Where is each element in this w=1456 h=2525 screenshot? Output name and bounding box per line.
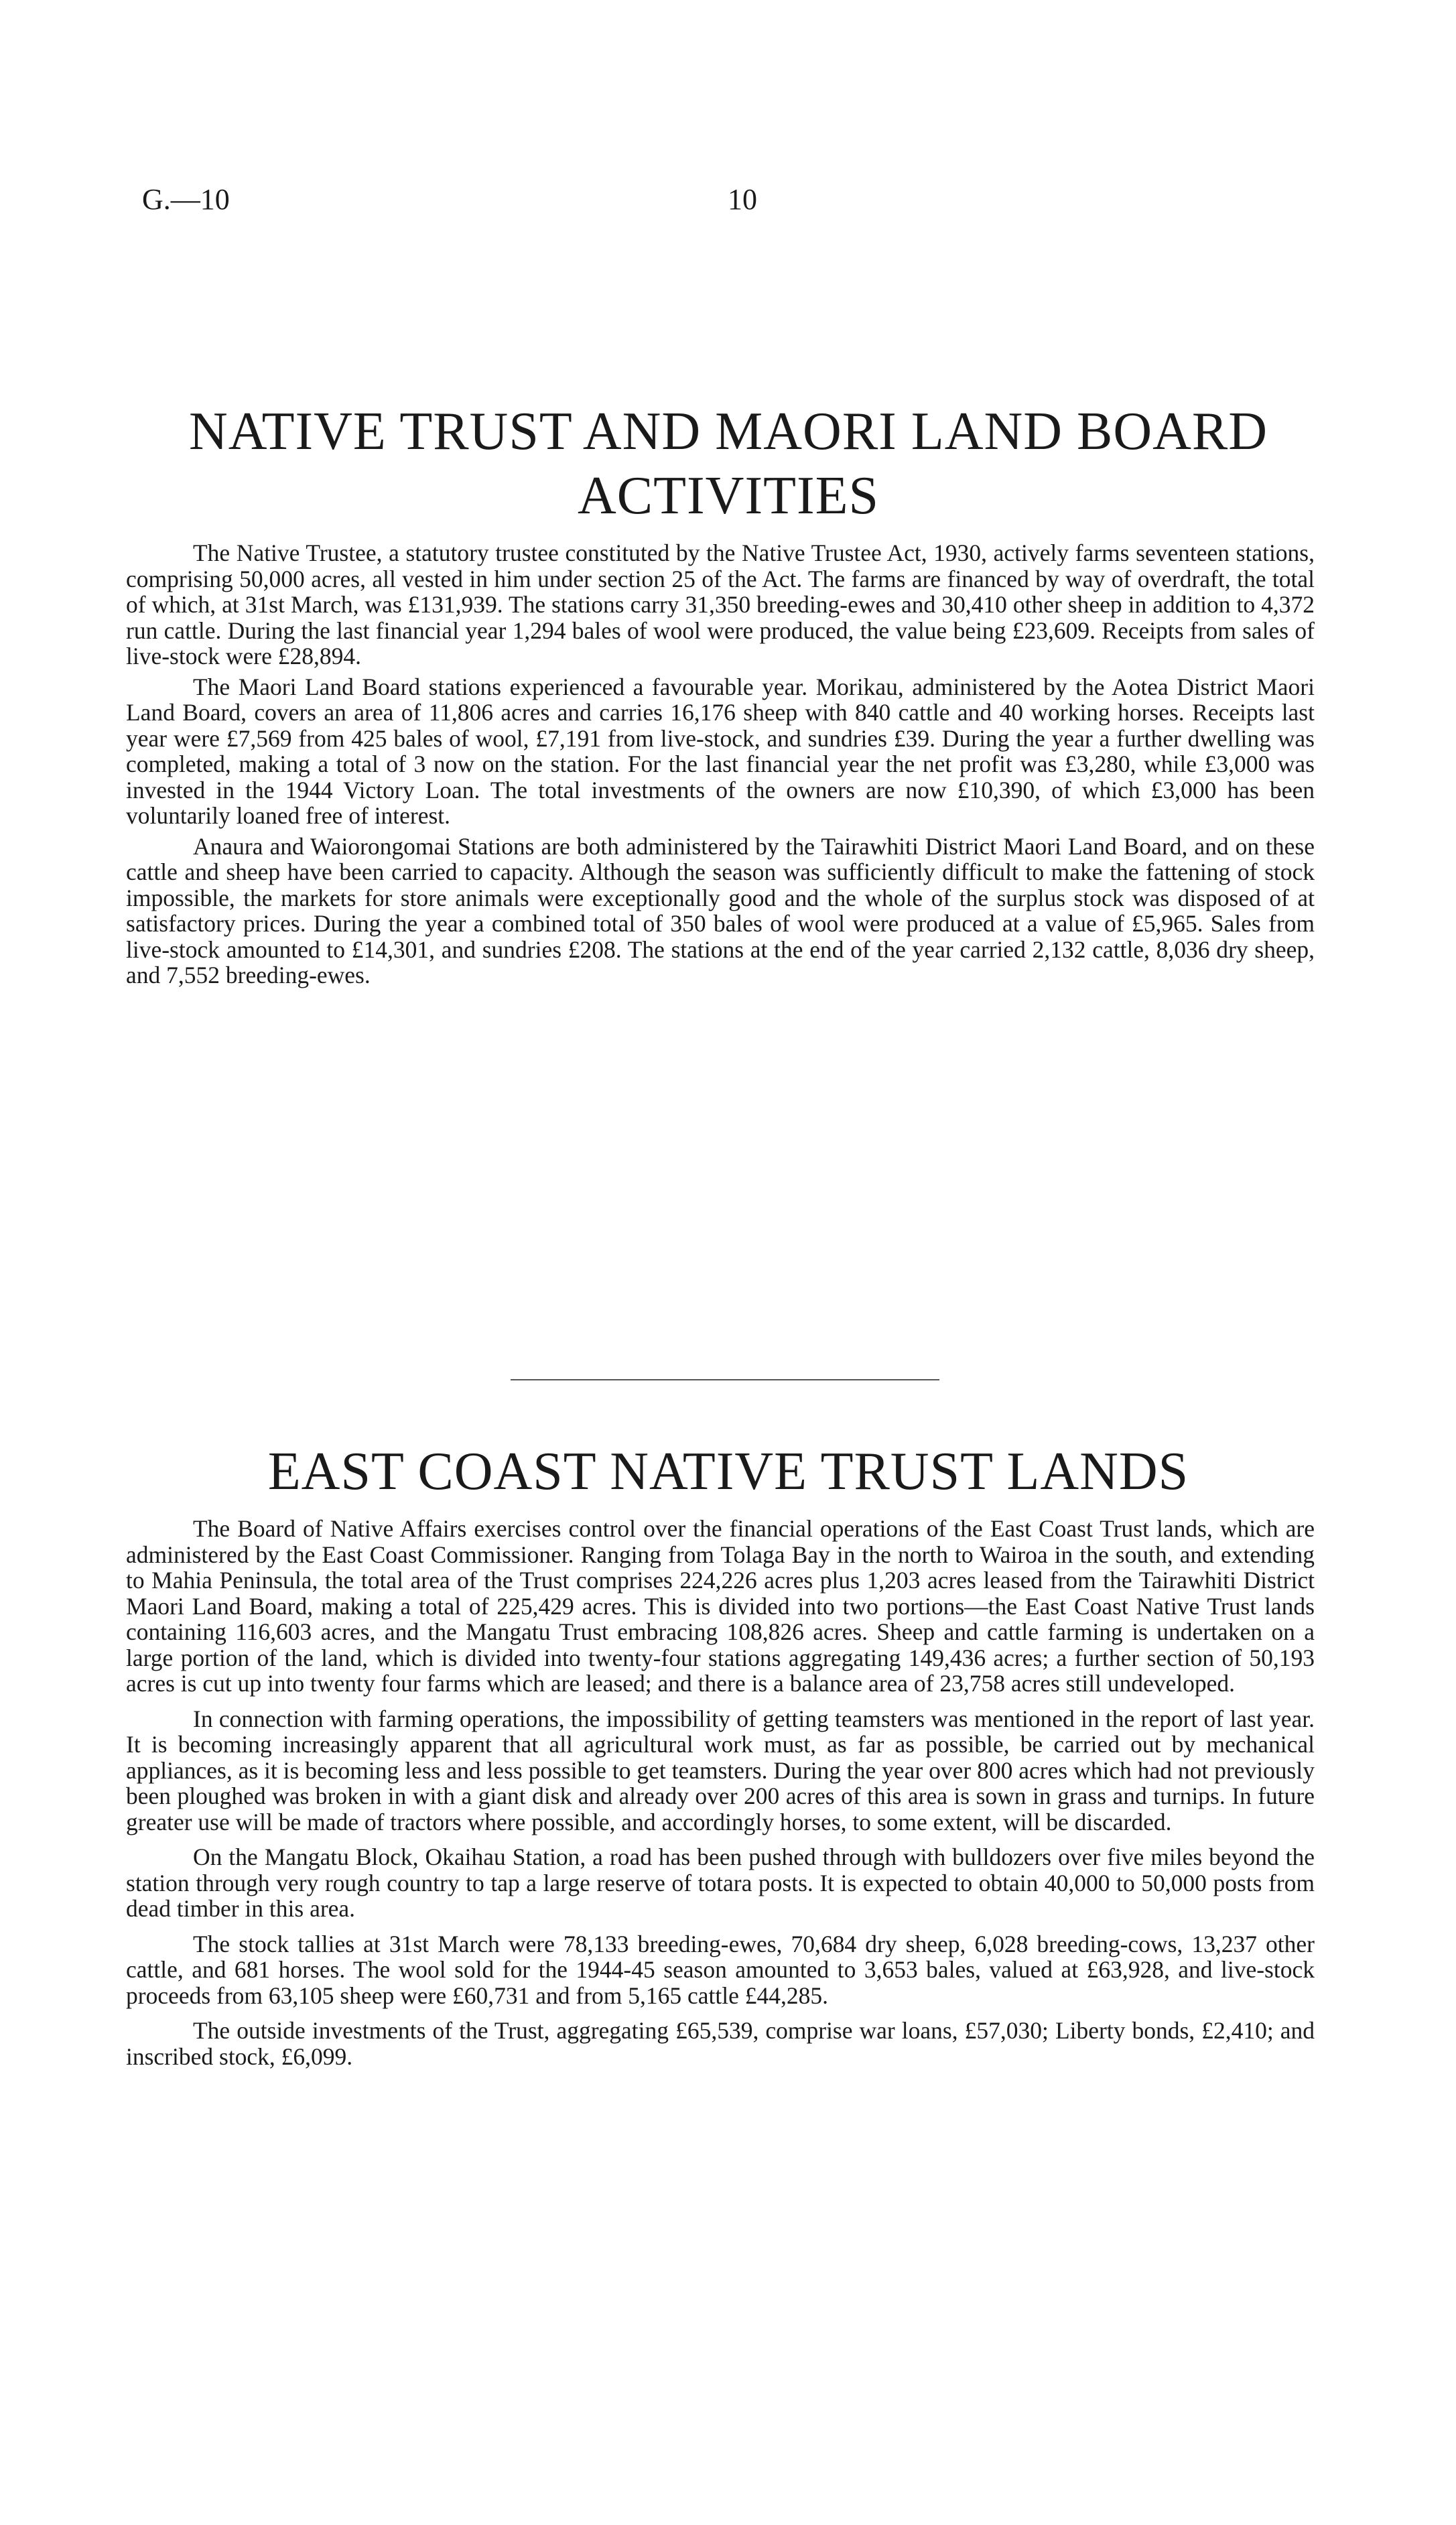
paragraph: The stock tallies at 31st March were 78,133 breeding-ewes, 70,684 dry sheep, 6,028 breeding-cows, 13,237 other cattle, and 681 horses. The wool sold for the 1944-45 season amounted to 3,653 bales, valued at £63,928, and live-stock proceeds from 63,105 sheep were £60,731 and from 5,165 cattle £44,285. [126, 1930, 1315, 2009]
paragraph: The Maori Land Board stations experienced a favourable year. Morikau, administered by the Aotea District Maori Land Board, covers an area of 11,806 acres and carries 16,176 sheep with 840 cattle and 40 working horses. Receipts last year were £7,569 from 425 bales of wool, £7,191 from live-stock, and sundries £39. During the year a further dwelling was completed, making a total of 3 now on the station. For the last financial year the net profit was £3,280, while £3,000 was invested in the 1944 Victory Loan. The total investments of the owners are now £10,390, of which £3,000 has been voluntarily loaned free of interest. [126, 673, 1315, 829]
paragraph: In connection with farming operations, the impossibility of getting teamsters was mentioned in the report of last year. It is becoming increasingly apparent that all agricultural work must, as far as possible, be carried out by mechanical appliances, as it is becoming less and less possible to get teamsters. During the year over 800 acres which had not previously been ploughed was broken in with a giant disk and already over 200 acres of this area is sown in grass and turnips. In future greater use will be made of tractors where possible, and accordingly horses, to some extent, will be discarded. [126, 1705, 1315, 1835]
section-native-trust [126, 540, 1315, 993]
paragraph: On the Mangatu Block, Okaihau Station, a road has been pushed through with bulldozers over five miles beyond the station through very rough country to tap a large reserve of totara posts. It is expected to obtain 40,000 to 50,000 posts from dead timber in this area. [126, 1843, 1315, 1922]
section-title-native-trust [142, 399, 1315, 528]
section-east-coast [126, 1516, 1315, 2079]
document-reference: G.—10 [142, 183, 230, 216]
paragraph: The Board of Native Affairs exercises control over the financial operations of the East Coast Trust lands, which are administered by the East Coast Commissioner. Ranging from Tolaga Bay in the north to Wairoa in the south, and extending to Mahia Peninsula, the total area of the Trust comprises 224,226 acres plus 1,203 acres leased from the Tairawhiti District Maori Land Board, making a total of 225,429 acres. This is divided into two portions—the East Coast Native Trust lands containing 116,603 acres, and the Mangatu Trust embracing 108,826 acres. Sheep and cattle farming is undertaken on a large portion of the land, which is divided into twenty-four stations aggregating 149,436 acres; a further section of 50,193 acres is cut up into twenty four farms which are leased; and there is a balance area of 23,758 acres still undeveloped. [126, 1515, 1315, 1697]
paragraph: The Native Trustee, a statutory trustee constituted by the Native Trustee Act, 1930, actively farms seventeen stations, comprising 50,000 acres, all vested in him under section 25 of the Act. The farms are financed by way of overdraft, the total of which, at 31st March, was £131,939. The stations carry 31,350 breeding-ewes and 30,410 other sheep in addition to 4,372 run cattle. During the last financial year 1,294 bales of wool were produced, the value being £23,609. Receipts from sales of live-stock were £28,894. [126, 539, 1315, 669]
page-number: 10 [728, 183, 757, 216]
section-title-east-coast: EAST COAST NATIVE TRUST LANDS [267, 1442, 1189, 1501]
title-line-2: ACTIVITIES [578, 466, 879, 525]
title-line-1: NATIVE TRUST AND MAORI LAND BOARD [188, 402, 1268, 461]
paragraph: Anaura and Waiorongomai Stations are both administered by the Tairawhiti District Maori Land Board, and on these cattle and sheep have been carried to capacity. Although the season was sufficiently difficult to make the fattening of stock impossible, the markets for store animals were exceptionally good and the whole of the surplus stock was disposed of at satisfactory prices. During the year a combined total of 350 bales of wool were produced at a value of £5,965. Sales from live-stock amounted to £14,301, and sundries £208. The stations at the end of the year carried 2,132 cattle, 8,036 dry sheep, and 7,552 breeding-ewes. [126, 832, 1315, 988]
paragraph: The outside investments of the Trust, aggregating £65,539, comprise war loans, £57,030; Liberty bonds, £2,410; and inscribed stock, £6,099. [126, 2017, 1315, 2070]
section-divider [511, 1379, 939, 1380]
